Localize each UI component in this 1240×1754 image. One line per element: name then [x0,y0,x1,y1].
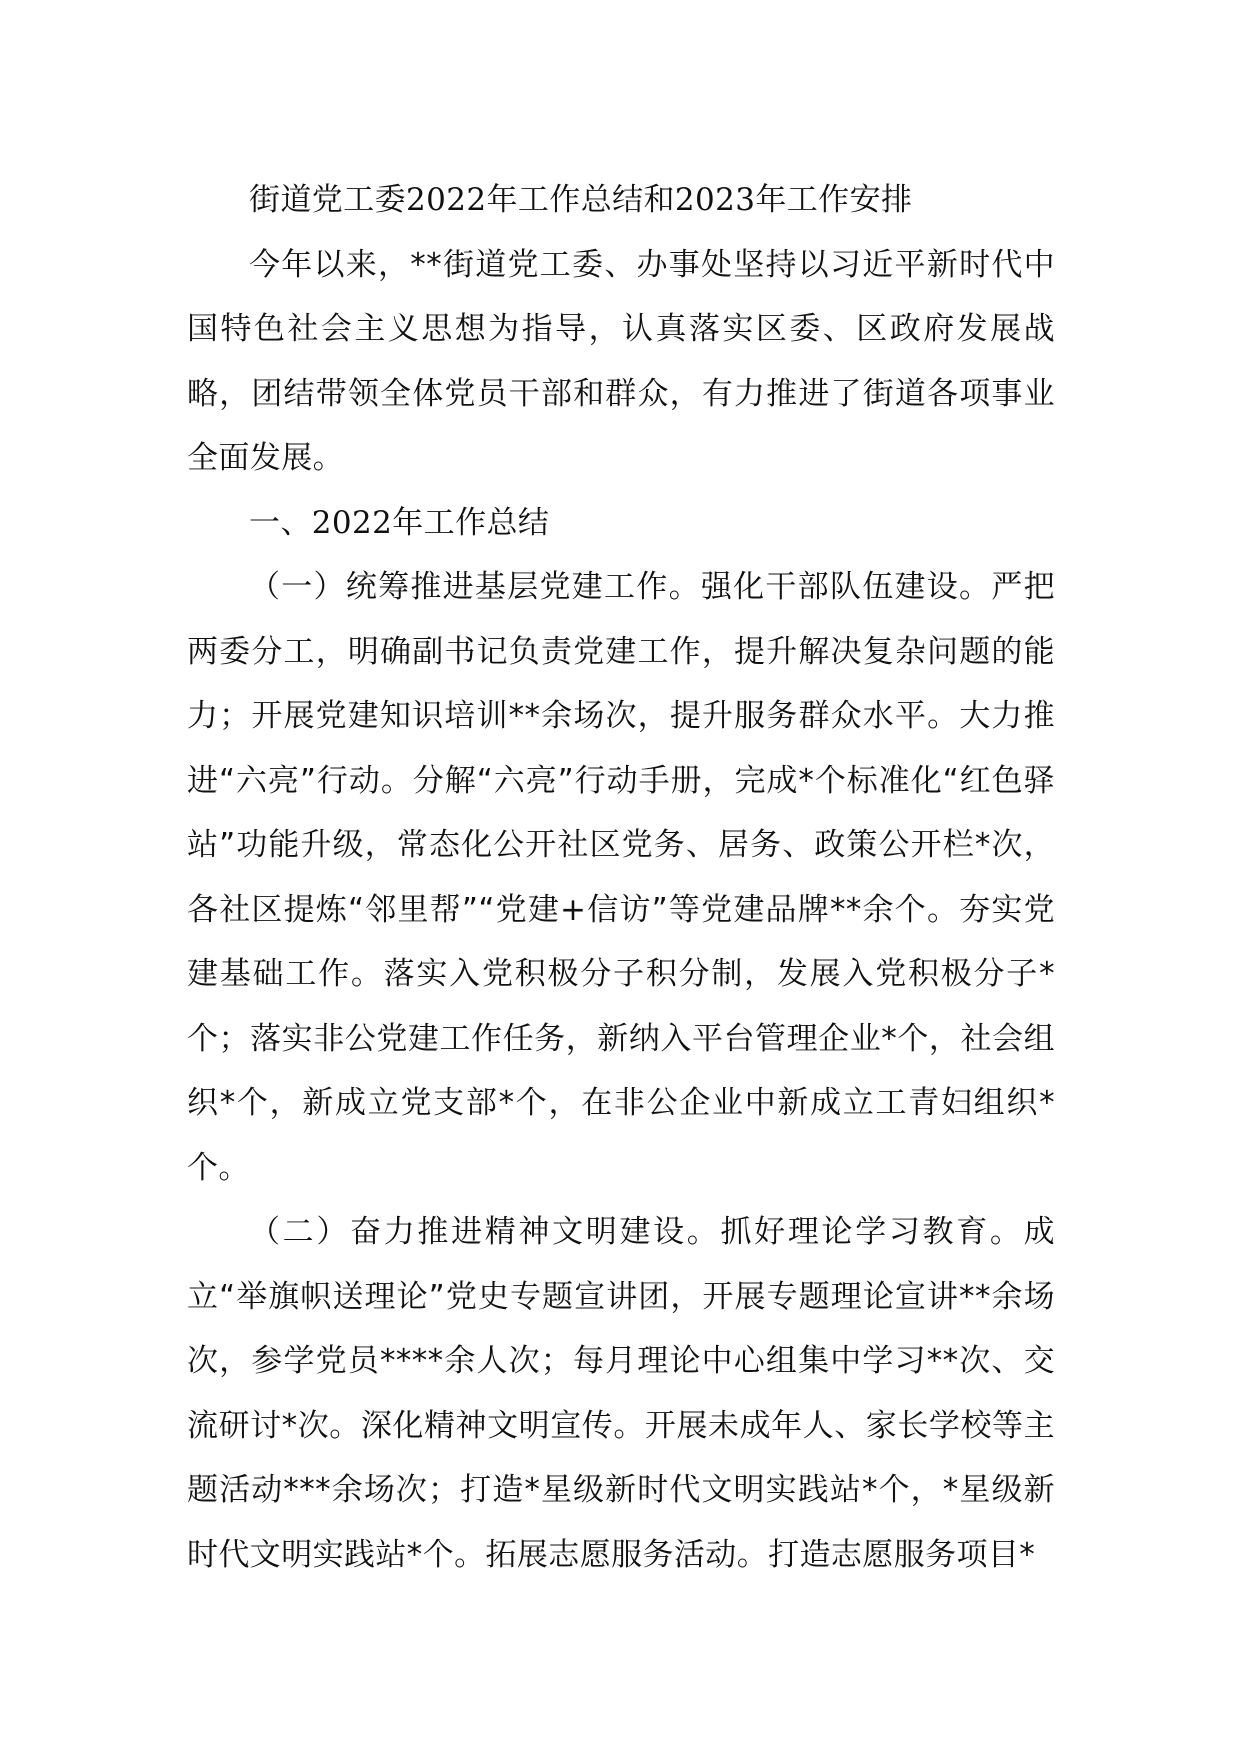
body-paragraph: （二）奋力推进精神文明建设。抓好理论学习教育。成立“举旗帜送理论”党史专题宣讲团，开展专题理论宣讲**余场次，参学党员****余人次；每月理论中心组集中学习**次、交流研讨*次。深化精神文明宣传。开展未成年人、家长学校等主题活动***余场次；打造*星级新时代文明实践站*个，*星级新时代文明实践站*个。拓展志愿服务活动。打造志愿服务项目* [187,1214,1055,1573]
intro-paragraph: 今年以来，**街道党工委、办事处坚持以习近平新时代中国特色社会主义思想为指导，认真落实区委、区政府发展战略，团结带领全体党员干部和群众，有力推进了街道各项事业全面发展。 [187,246,1055,476]
document-title: 街道党工委2022年工作总结和2023年工作安排 [249,182,913,218]
document-body [187,168,1055,1587]
section-heading: 一、2022年工作总结 [249,504,550,541]
body-paragraph: （一）统筹推进基层党建工作。强化干部队伍建设。严把两委分工，明确副书记负责党建工作，提升解决复杂问题的能力；开展党建知识培训**余场次，提升服务群众水平。大力推进“六亮”行动。分解“六亮”行动手册，完成*个标准化“红色驿站”功能升级，常态化公开社区党务、居务、政策公开栏*次，各社区提炼“邻里帮”“党建+信访”等党建品牌**余个。夯实党建基础工作。落实入党积极分子积分制，发展入党积极分子*个；落实非公党建工作任务，新纳入平台管理企业*个，社会组织*个，新成立党支部*个，在非公企业中新成立工青妇组织*个。 [187,569,1055,1186]
